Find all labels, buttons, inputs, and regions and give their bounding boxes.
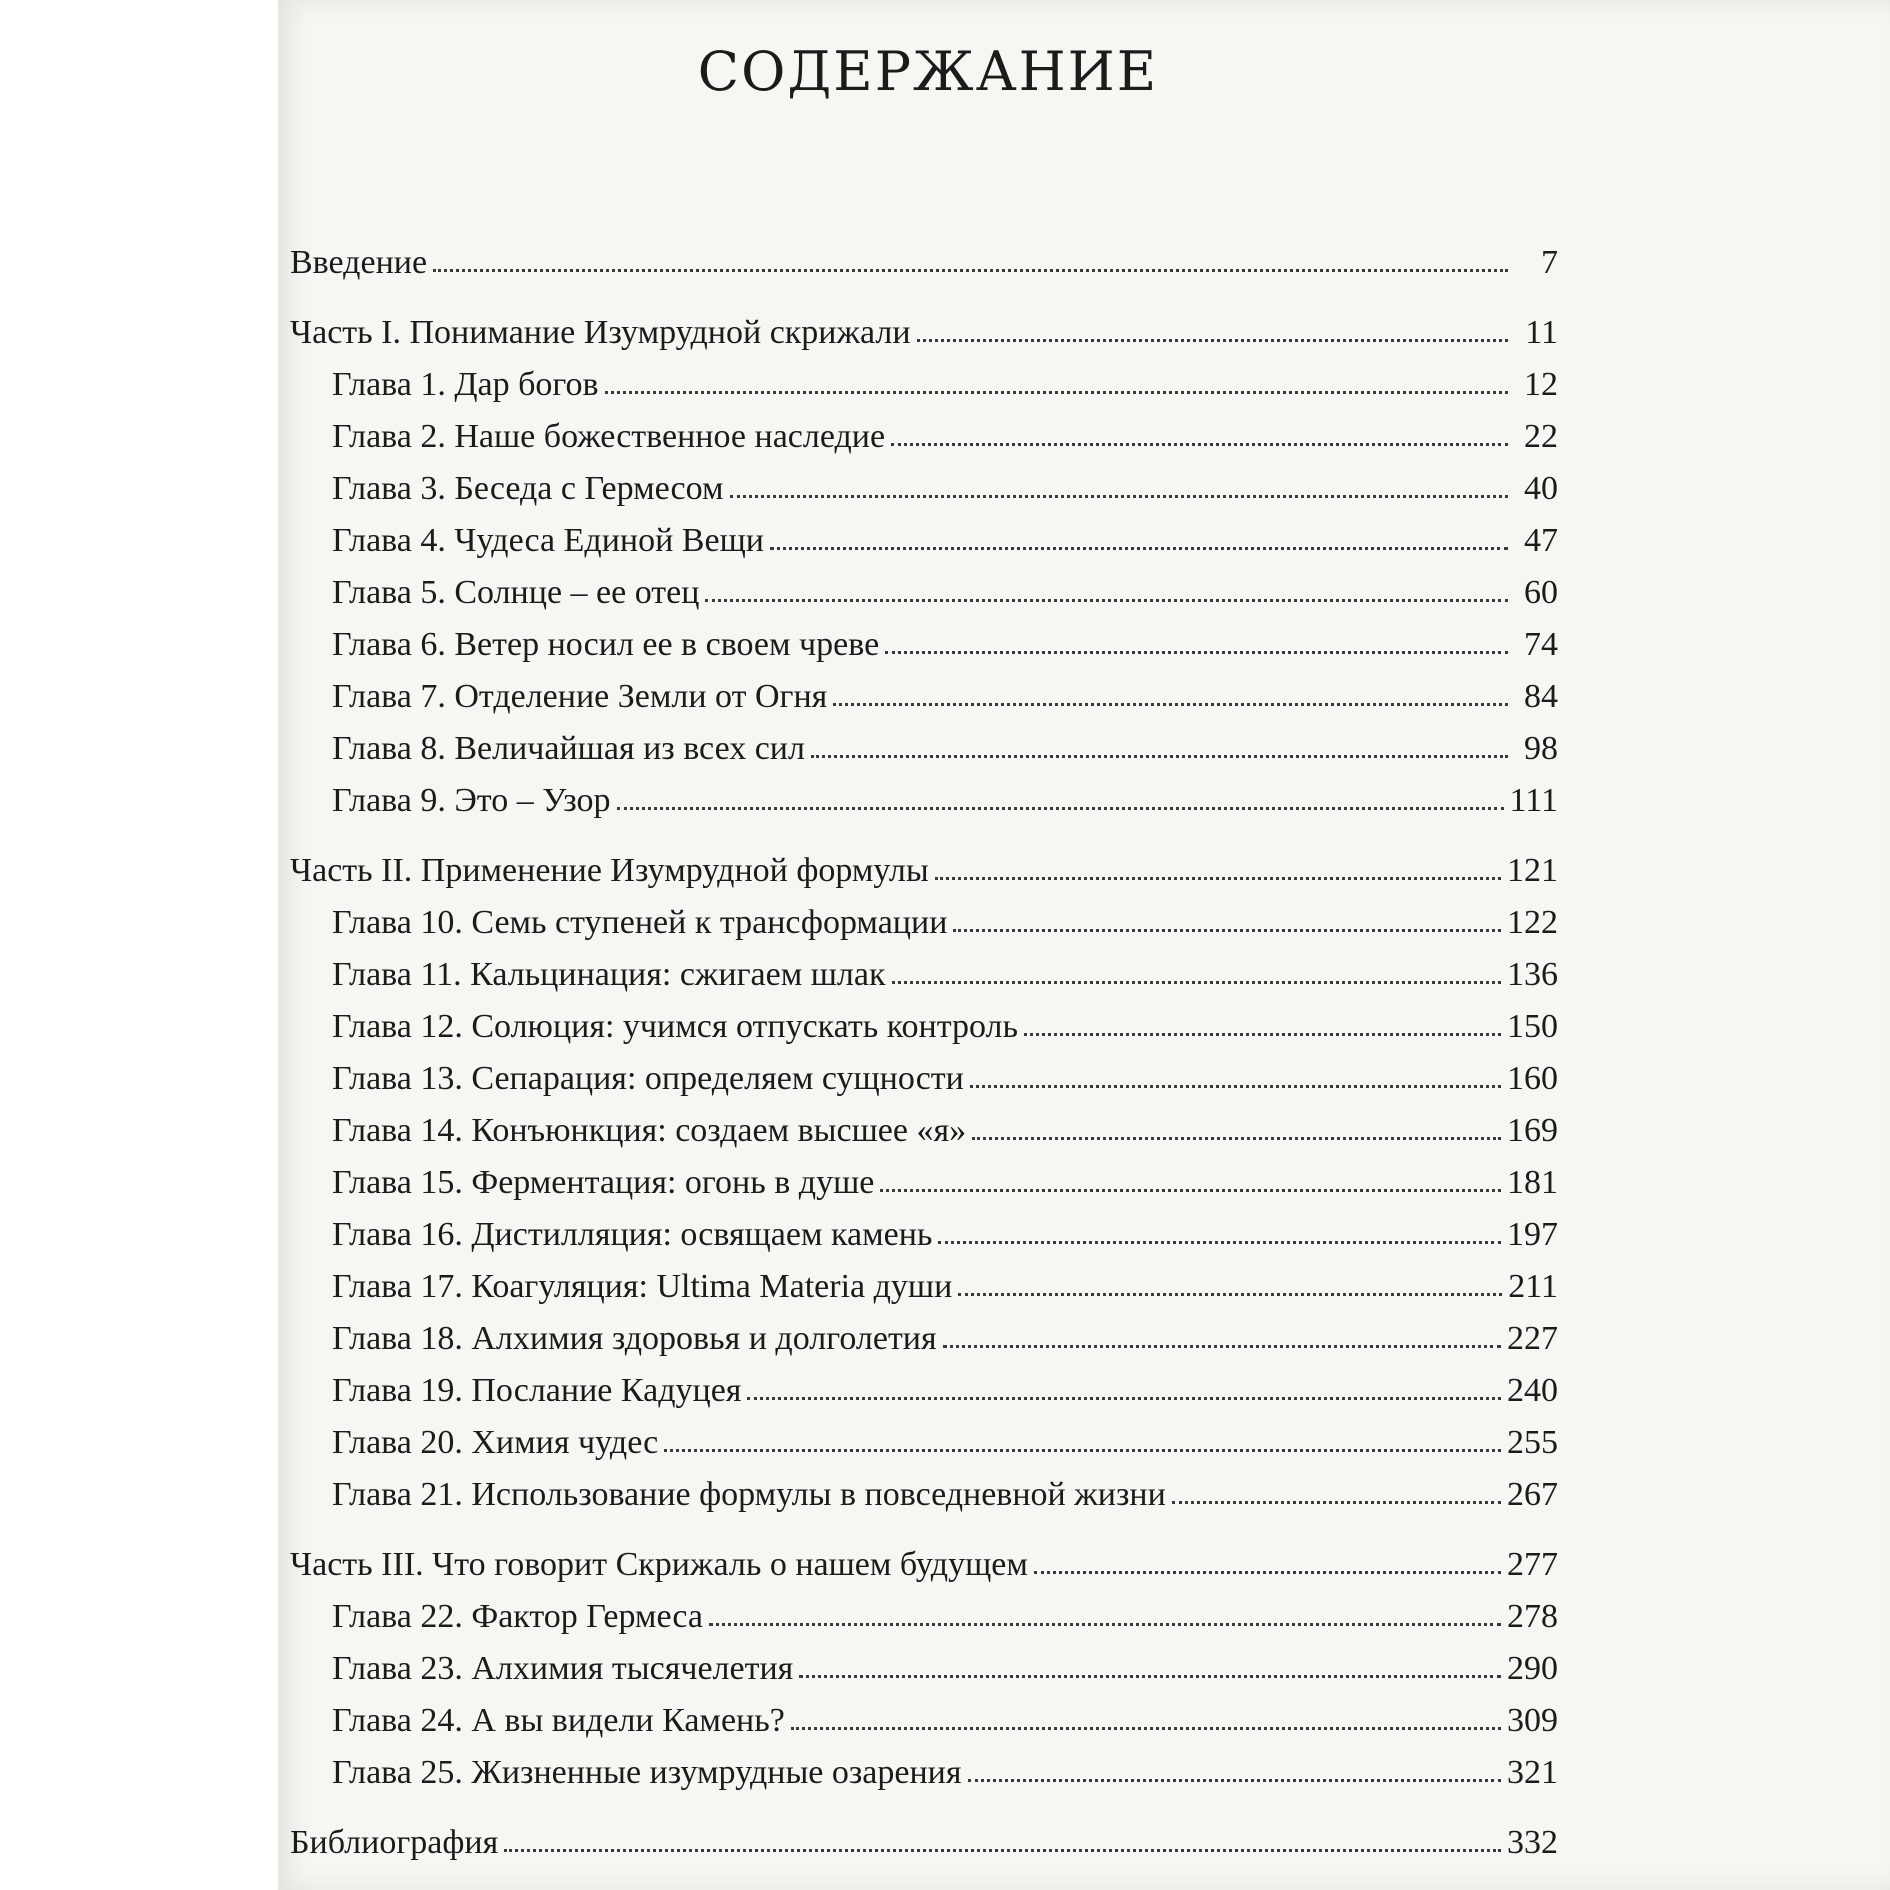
toc-entry-title: Глава 13. Сепарация: определяем сущности [332, 1060, 964, 1097]
toc-entry-title: Глава 16. Дистилляция: освящаем камень [332, 1216, 933, 1253]
toc-entry-title: Глава 22. Фактор Гермеса [332, 1598, 703, 1635]
page-title: СОДЕРЖАНИЕ [697, 40, 1159, 103]
toc-entry [290, 1584, 1558, 1636]
toc-entry-title: Глава 17. Коагуляция: Ultima Materia души [332, 1268, 953, 1305]
toc-entry [290, 352, 1558, 404]
toc-entry [290, 1688, 1558, 1740]
toc-entry-page-number: 40 [1524, 470, 1558, 507]
toc-entry-page-number: 197 [1507, 1216, 1558, 1253]
toc-entry [290, 1202, 1558, 1254]
toc-entry [290, 994, 1558, 1046]
dot-leader [617, 807, 1504, 810]
toc-entry-title: Глава 23. Алхимия тысячелетия [332, 1650, 794, 1687]
dot-leader [791, 1727, 1501, 1730]
toc-entry-title: Глава 10. Семь ступеней к трансформации [332, 904, 948, 941]
toc-entry [290, 1046, 1558, 1098]
toc-entry [290, 1462, 1558, 1514]
toc-entry-title: Глава 21. Использование формулы в повседневной жизни [332, 1476, 1166, 1513]
toc-entry-title: Глава 19. Послание Кадуцея [332, 1372, 742, 1409]
dot-leader [709, 1623, 1501, 1626]
dot-leader [968, 1779, 1501, 1782]
toc-entry-page-number: 255 [1507, 1424, 1558, 1461]
dot-leader [958, 1293, 1502, 1296]
table-of-contents [290, 230, 1558, 1862]
toc-entry-page-number: 240 [1507, 1372, 1558, 1409]
toc-entry [290, 1740, 1558, 1792]
toc-entry-title: Глава 8. Величайшая из всех сил [332, 730, 805, 767]
toc-entry-page-number: 111 [1509, 782, 1558, 819]
toc-entry [290, 1098, 1558, 1150]
toc-entry-page-number: 309 [1507, 1702, 1558, 1739]
toc-entry-page-number: 121 [1507, 852, 1558, 889]
toc-entry-title: Глава 5. Солнце – ее отец [332, 574, 700, 611]
book-page [278, 0, 1890, 1890]
dot-leader [811, 755, 1508, 758]
toc-entry-title: Введение [290, 244, 428, 281]
dot-leader [1034, 1571, 1501, 1574]
toc-entry-title: Глава 12. Солюция: учимся отпускать контроль [332, 1008, 1019, 1045]
toc-entry [290, 1150, 1558, 1202]
dot-leader [891, 443, 1508, 446]
toc-entry [290, 1358, 1558, 1410]
toc-entry [290, 1532, 1558, 1584]
toc-entry-title: Часть I. Понимание Изумрудной скрижали [290, 314, 911, 351]
toc-entry [290, 664, 1558, 716]
toc-entry-page-number: 321 [1507, 1754, 1558, 1791]
dot-leader [892, 981, 1501, 984]
toc-entry-page-number: 290 [1507, 1650, 1558, 1687]
dot-leader [1172, 1501, 1501, 1504]
toc-entry [290, 1306, 1558, 1358]
toc-entry-title: Глава 15. Ферментация: огонь в душе [332, 1164, 875, 1201]
toc-entry-page-number: 278 [1507, 1598, 1558, 1635]
toc-entry-title: Глава 11. Кальцинация: сжигаем шлак [332, 956, 886, 993]
toc-entry-title: Глава 1. Дар богов [332, 366, 599, 403]
toc-entry-page-number: 60 [1524, 574, 1558, 611]
toc-entry [290, 612, 1558, 664]
dot-leader [953, 929, 1501, 932]
toc-entry-page-number: 12 [1524, 366, 1558, 403]
toc-entry-page-number: 47 [1524, 522, 1558, 559]
dot-leader [664, 1449, 1501, 1452]
toc-entry [290, 456, 1558, 508]
toc-entry-title: Глава 20. Химия чудес [332, 1424, 659, 1461]
toc-entry [290, 1410, 1558, 1462]
toc-entry-page-number: 169 [1507, 1112, 1558, 1149]
toc-entry-page-number: 150 [1507, 1008, 1558, 1045]
toc-entry [290, 1636, 1558, 1688]
dot-leader [938, 1241, 1501, 1244]
toc-entry-page-number: 277 [1507, 1546, 1558, 1583]
dot-leader [504, 1849, 1501, 1852]
toc-entry-page-number: 98 [1524, 730, 1558, 767]
toc-entry [290, 230, 1558, 282]
toc-entry [290, 560, 1558, 612]
toc-entry [290, 1810, 1558, 1862]
dot-leader [917, 339, 1508, 342]
toc-entry [290, 838, 1558, 890]
dot-leader [605, 391, 1508, 394]
toc-entry-title: Глава 3. Беседа с Гермесом [332, 470, 724, 507]
toc-entry-title: Глава 14. Конъюнкция: создаем высшее «я» [332, 1112, 967, 1149]
toc-entry [290, 890, 1558, 942]
toc-entry-title: Библиография [290, 1824, 499, 1861]
dot-leader [935, 877, 1501, 880]
dot-leader [943, 1345, 1501, 1348]
toc-entry [290, 942, 1558, 994]
toc-entry-page-number: 211 [1508, 1268, 1558, 1305]
dot-leader [799, 1675, 1501, 1678]
toc-entry-title: Глава 9. Это – Узор [332, 782, 611, 819]
toc-entry-page-number: 22 [1524, 418, 1558, 455]
toc-entry-page-number: 227 [1507, 1320, 1558, 1357]
toc-entry [290, 300, 1558, 352]
toc-entry [290, 716, 1558, 768]
toc-entry-title: Глава 4. Чудеса Единой Вещи [332, 522, 764, 559]
toc-entry-title: Глава 24. А вы видели Камень? [332, 1702, 785, 1739]
toc-entry-title: Глава 2. Наше божественное наследие [332, 418, 886, 455]
dot-leader [1024, 1033, 1501, 1036]
dot-leader [970, 1085, 1501, 1088]
dot-leader [880, 1189, 1501, 1192]
toc-entry-page-number: 267 [1507, 1476, 1558, 1513]
dot-leader [770, 547, 1508, 550]
toc-entry-page-number: 332 [1507, 1824, 1558, 1861]
toc-entry-title: Часть III. Что говорит Скрижаль о нашем будущем [290, 1546, 1028, 1583]
dot-leader [885, 651, 1508, 654]
toc-entry-page-number: 181 [1507, 1164, 1558, 1201]
toc-entry-page-number: 74 [1524, 626, 1558, 663]
dot-leader [833, 703, 1508, 706]
toc-entry-page-number: 136 [1507, 956, 1558, 993]
toc-entry-page-number: 160 [1507, 1060, 1558, 1097]
toc-entry [290, 768, 1558, 820]
toc-entry-page-number: 84 [1524, 678, 1558, 715]
dot-leader [747, 1397, 1501, 1400]
dot-leader [433, 269, 1508, 272]
toc-entry-page-number: 122 [1507, 904, 1558, 941]
dot-leader [730, 495, 1509, 498]
toc-entry [290, 1254, 1558, 1306]
toc-entry-title: Глава 25. Жизненные изумрудные озарения [332, 1754, 962, 1791]
toc-entry-title: Глава 6. Ветер носил ее в своем чреве [332, 626, 880, 663]
toc-entry [290, 508, 1558, 560]
toc-entry-page-number: 7 [1541, 244, 1558, 281]
toc-entry-title: Глава 18. Алхимия здоровья и долголетия [332, 1320, 937, 1357]
toc-entry-page-number: 11 [1525, 314, 1558, 351]
toc-entry-title: Часть II. Применение Изумрудной формулы [290, 852, 929, 889]
dot-leader [705, 599, 1508, 602]
dot-leader [972, 1137, 1501, 1140]
toc-entry-title: Глава 7. Отделение Земли от Огня [332, 678, 828, 715]
toc-entry [290, 404, 1558, 456]
